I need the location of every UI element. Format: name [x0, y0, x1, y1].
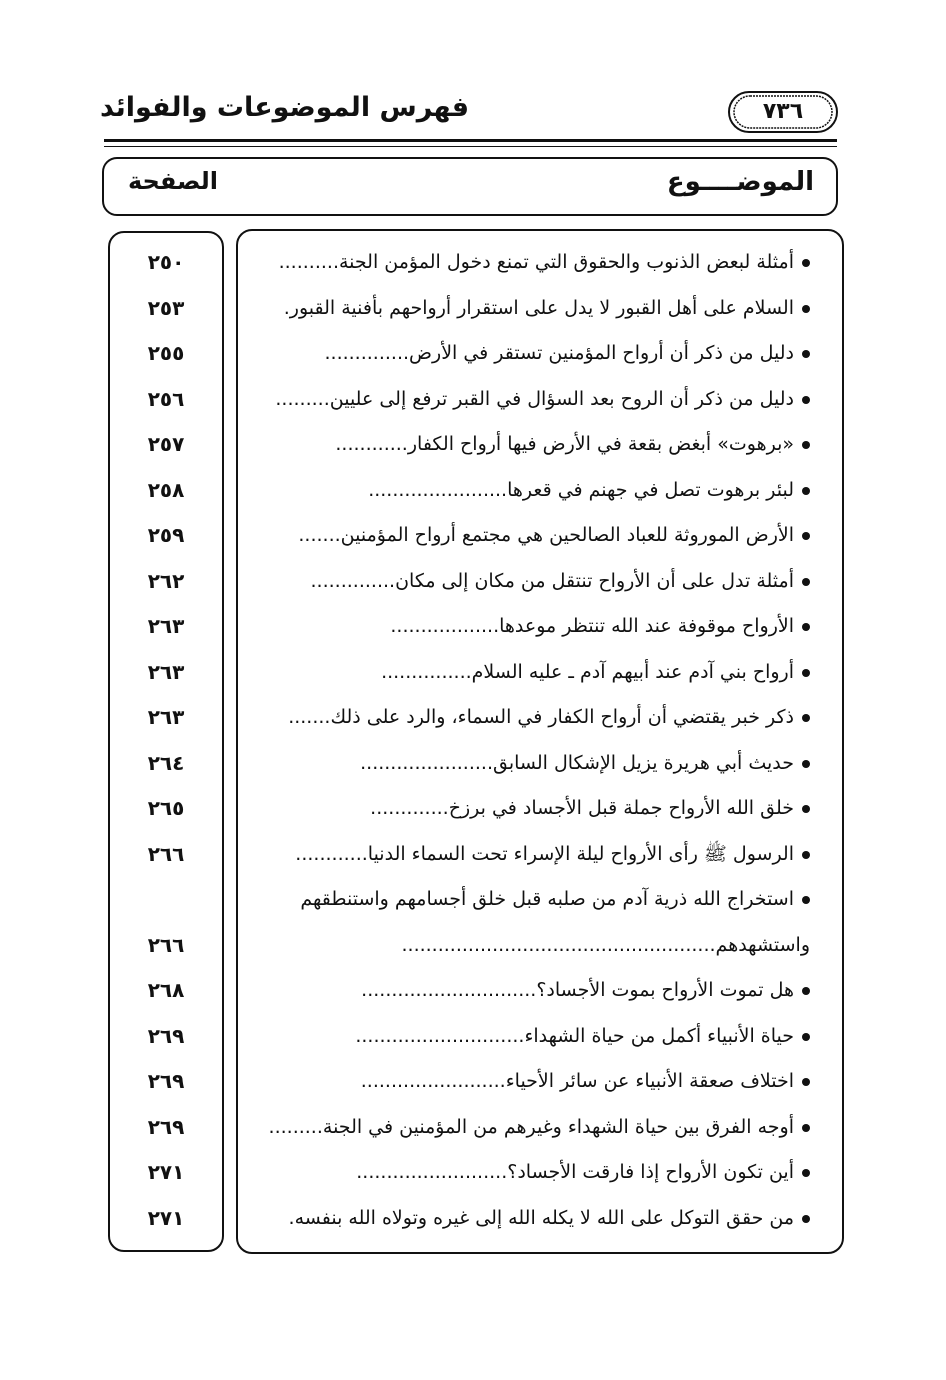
bullet-icon: [802, 987, 810, 995]
toc-entry: [250, 290, 810, 326]
toc-page-number: ٢٦٩: [147, 1024, 185, 1048]
toc-entry-text: من حقق التوكل على الله لا يكله الله إلى غيره وتولاه الله بنفسه.: [288, 1207, 794, 1229]
leader-dots: .........................: [356, 1161, 508, 1183]
toc-page-number: ٢٥٦: [147, 387, 185, 411]
toc-entry-text: دليل من ذكر أن الروح بعد السؤال في القبر ترفع إلى عليين: [329, 388, 794, 410]
toc-entry: [250, 426, 810, 462]
leader-dots: .......: [288, 706, 331, 728]
toc-entry: [250, 472, 810, 508]
bullet-icon: [802, 714, 810, 722]
leader-dots: ........................: [360, 1070, 506, 1092]
toc-entry: [250, 1154, 810, 1190]
toc-page-number: ٢٦٣: [147, 660, 185, 684]
toc-entry: [250, 244, 810, 280]
toc-entry: [250, 881, 810, 917]
leader-dots: ......................: [360, 752, 493, 774]
bullet-icon: [802, 396, 810, 404]
toc-entry-text: «برهوت» أبغض بقعة في الأرض فيها أرواح الكفار: [407, 433, 794, 455]
column-page-label: الصفحة: [128, 167, 219, 195]
toc-page-number: ٢٥٩: [147, 523, 185, 547]
leader-dots: .......................: [368, 479, 508, 501]
toc-page-number: ٢٥٧: [147, 432, 185, 456]
leader-dots: .........: [275, 388, 330, 410]
column-header-box: [102, 157, 838, 216]
header-rule-thin: [104, 146, 837, 147]
toc-entry-text: أمثلة تدل على أن الأرواح تنتقل من مكان إلى مكان: [395, 570, 794, 592]
leader-dots: ..............: [324, 342, 410, 364]
leader-dots: ....................................................: [401, 934, 716, 956]
toc-page-number: ٢٦٩: [147, 1069, 185, 1093]
toc-entry-text: الرسول ﷺ رأى الأرواح ليلة الإسراء تحت السماء الدنيا: [367, 843, 794, 865]
toc-entry-text: أرواح بني آدم عند أبيهم آدم ـ عليه السلام: [471, 661, 794, 683]
bullet-icon: [802, 851, 810, 859]
toc-entry: [250, 1200, 810, 1236]
bullet-icon: [802, 532, 810, 540]
toc-entry-text: اختلاف صعقة الأنبياء عن سائر الأحياء: [505, 1070, 794, 1092]
leader-dots: ............: [295, 843, 368, 865]
bullet-icon: [802, 350, 810, 358]
toc-entry-text: أمثلة لبعض الذنوب والحقوق التي تمنع دخول المؤمن الجنة: [339, 251, 794, 273]
toc-entry: [250, 1018, 810, 1054]
toc-page-number: ٢٦٦: [147, 933, 185, 957]
toc-entry-text: لبئر برهوت تصل في جهنم في قعرها: [507, 479, 794, 501]
bullet-icon: [802, 760, 810, 768]
bullet-icon: [802, 441, 810, 449]
toc-page-number: ٢٦٩: [147, 1115, 185, 1139]
leader-dots: .............: [370, 797, 449, 819]
toc-entry: [250, 745, 810, 781]
toc-entry: [250, 927, 810, 963]
toc-entry: [250, 972, 810, 1008]
bullet-icon: [802, 259, 810, 267]
toc-entry: [250, 790, 810, 826]
toc-page-number: ٢٧١: [147, 1206, 185, 1230]
toc-entry-text: الأرض الموروثة للعباد الصالحين هي مجتمع أرواح المؤمنين: [340, 524, 794, 546]
bullet-icon: [802, 305, 810, 313]
toc-entry: [250, 836, 810, 872]
page-number-badge: [728, 91, 838, 133]
leader-dots: .........: [268, 1116, 323, 1138]
leader-dots: ............................: [355, 1025, 525, 1047]
leader-dots: .......: [298, 524, 341, 546]
toc-entry-text: خلق الله الأرواح جملة قبل الأجساد في برزخ: [448, 797, 794, 819]
toc-page-number: ٢٦٤: [147, 751, 185, 775]
toc-entry-text: حديث أبي هريرة يزيل الإشكال السابق: [492, 752, 794, 774]
toc-page-number: ٢٧١: [147, 1160, 185, 1184]
toc-entry-text: السلام على أهل القبور لا يدل على استقرار أرواحهم بأفنية القبور.: [283, 297, 794, 319]
bullet-icon: [802, 578, 810, 586]
page-number: ٧٣٦: [762, 99, 804, 124]
toc-entry: [250, 608, 810, 644]
bullet-icon: [802, 487, 810, 495]
toc-entry-text: أوجه الفرق بين حياة الشهداء وغيرهم من المؤمنين في الجنة: [322, 1116, 794, 1138]
leader-dots: ..................: [390, 615, 500, 637]
bullet-icon: [802, 1124, 810, 1132]
toc-entry-text: واستشهدهم: [715, 934, 810, 956]
toc-entry: [250, 517, 810, 553]
toc-page-number: ٢٥٥: [147, 341, 185, 365]
toc-entry-text: استخراج الله ذرية آدم من صلبه قبل خلق أجسامهم واستنطقهم: [300, 888, 794, 910]
toc-entry: [250, 654, 810, 690]
toc-entry-text: حياة الأنبياء أكمل من حياة الشهداء: [524, 1025, 794, 1047]
leader-dots: ..............: [310, 570, 396, 592]
toc-entry-text: هل تموت الأرواح بموت الأجساد؟: [536, 979, 794, 1001]
leader-dots: ..........: [278, 251, 339, 273]
toc-page-number: ٢٥٠: [147, 250, 185, 274]
toc-entry-text: الأرواح موقوفة عند الله تنتظر موعدها: [499, 615, 794, 637]
toc-entry: [250, 381, 810, 417]
running-header-title: فهرس الموضوعات والفوائد: [100, 92, 470, 123]
leader-dots: ............: [335, 433, 408, 455]
toc-entry: [250, 699, 810, 735]
bullet-icon: [802, 1215, 810, 1223]
bullet-icon: [802, 896, 810, 904]
toc-page-number: ٢٦٦: [147, 842, 185, 866]
toc-page-number: ٢٦٨: [147, 978, 185, 1002]
toc-entry: [250, 563, 810, 599]
toc-entry-text: أين تكون الأرواح إذا فارقت الأجساد؟: [507, 1161, 794, 1183]
header-rule-thick: [104, 139, 837, 142]
bullet-icon: [802, 1169, 810, 1177]
column-topic-label: الموضــــوع: [666, 167, 814, 197]
toc-page-number: ٢٦٥: [147, 796, 185, 820]
toc-page-number: ٢٦٣: [147, 614, 185, 638]
bullet-icon: [802, 805, 810, 813]
bullet-icon: [802, 669, 810, 677]
toc-entry-text: ذكر خبر يقتضي أن أرواح الكفار في السماء، والرد على ذلك: [330, 706, 794, 728]
toc-page-number: ٢٥٣: [147, 296, 185, 320]
bullet-icon: [802, 1078, 810, 1086]
toc-page-number: ٢٦٢: [147, 569, 185, 593]
toc-page-number: ٢٦٣: [147, 705, 185, 729]
leader-dots: ...............: [381, 661, 472, 683]
bullet-icon: [802, 1033, 810, 1041]
toc-entry-text: دليل من ذكر أن أرواح المؤمنين تستقر في الأرض: [409, 342, 794, 364]
toc-entry: [250, 335, 810, 371]
toc-page-number: ٢٥٨: [147, 478, 185, 502]
bullet-icon: [802, 623, 810, 631]
toc-entry: [250, 1063, 810, 1099]
leader-dots: .............................: [361, 979, 537, 1001]
toc-entry: [250, 1109, 810, 1145]
